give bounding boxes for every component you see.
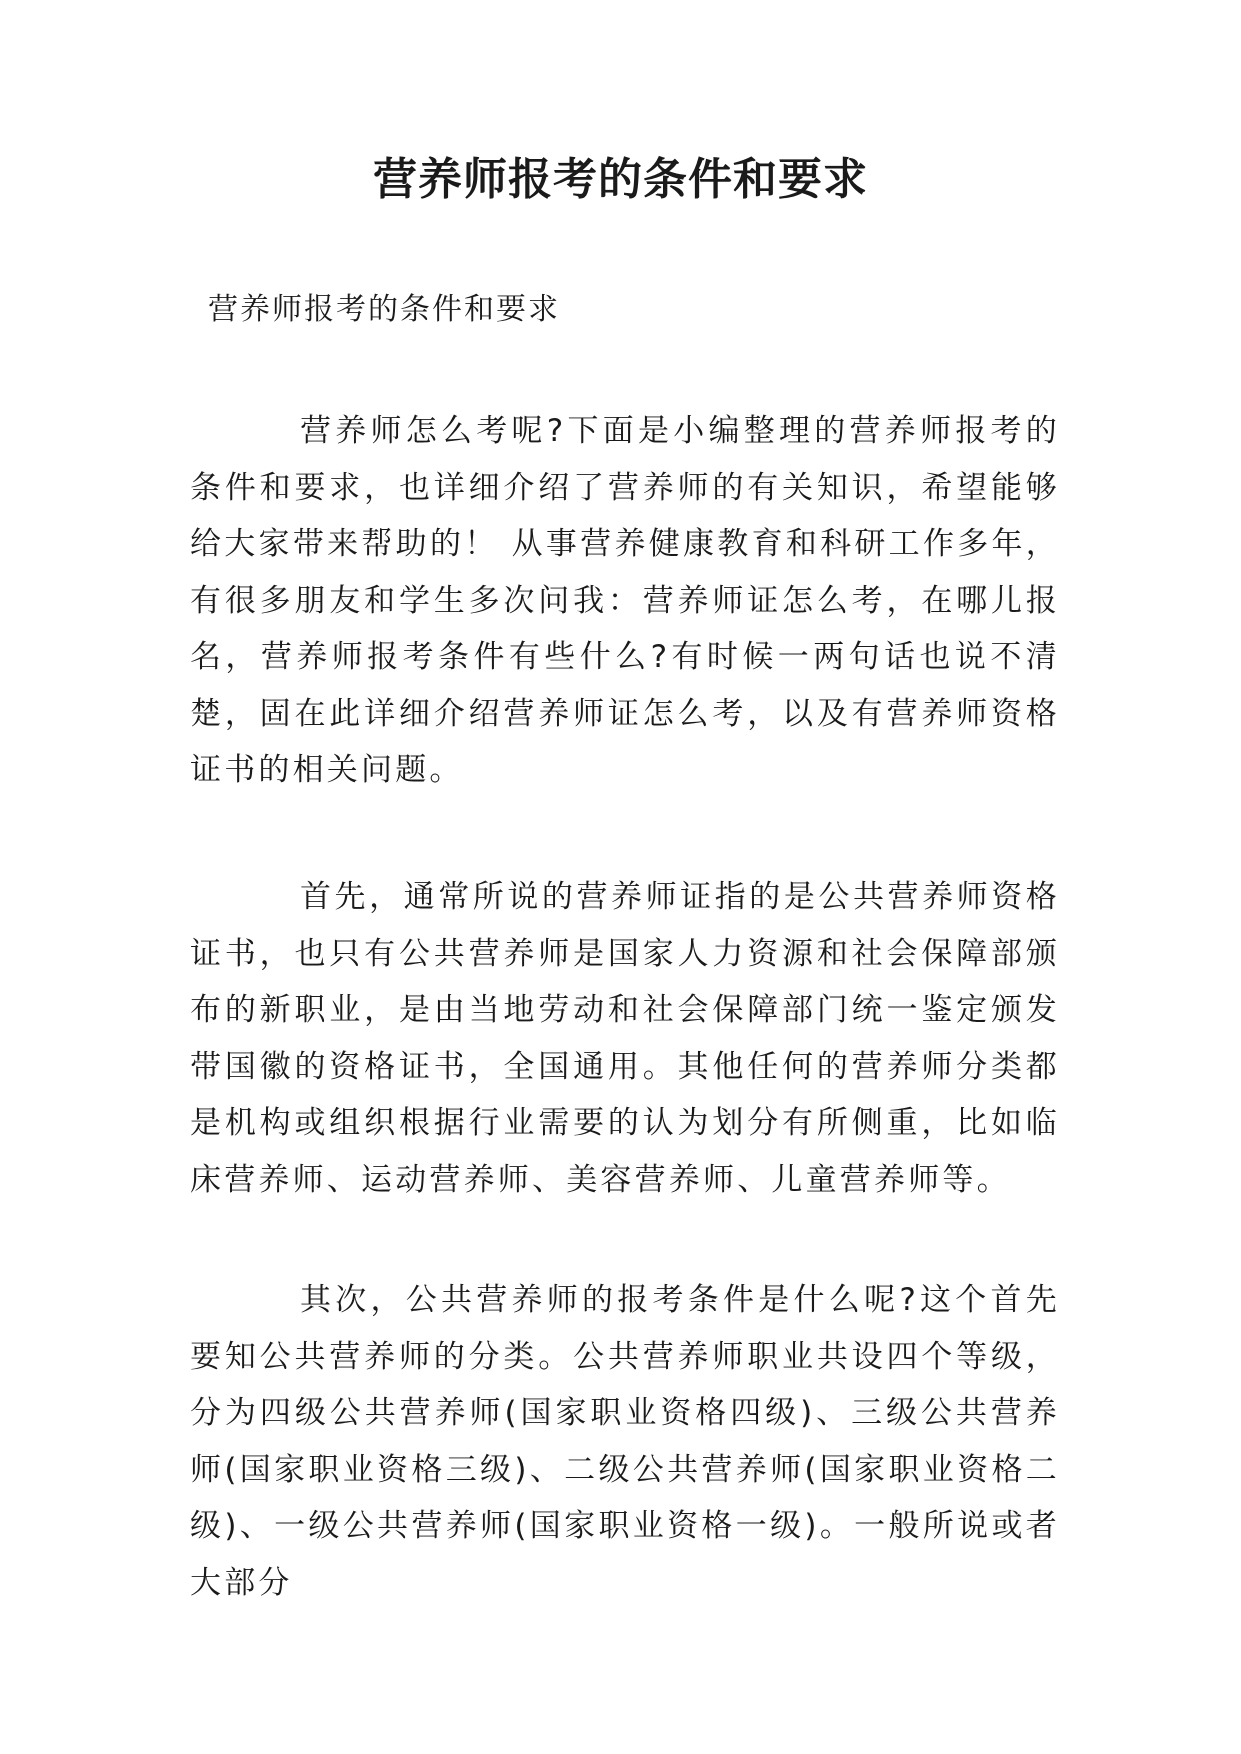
paragraph-intro: 营养师怎么考呢?下面是小编整理的营养师报考的条件和要求，也详细介绍了营养师的有关知识，希望能够给大家带来帮助的！ 从事营养健康教育和科研工作多年，有很多朋友和学生多次问我：营养师证怎么考，在哪儿报名，营养师报考条件有些什么?有时候一两句话也说不清楚，固在此详细介绍营养师证怎么考，以及有营养师资格证书的相关问题。 xyxy=(190,413,1060,788)
document-subtitle: 营养师报考的条件和要求 xyxy=(208,292,560,327)
paragraph-second: 其次，公共营养师的报考条件是什么呢?这个首先要知公共营养师的分类。公共营养师职业共设四个等级，分为四级公共营养师(国家职业资格四级)、三级公共营养师(国家职业资格三级)、二级公共营养师(国家职业资格二级)、一级公共营养师(国家职业资格一级)。一般所说或者大部分 xyxy=(190,1282,1060,1601)
document-title: 营养师报考的条件和要求 xyxy=(373,154,868,205)
paragraph-first: 首先，通常所说的营养师证指的是公共营养师资格证书，也只有公共营养师是国家人力资源和社会保障部颁布的新职业，是由当地劳动和社会保障部门统一鉴定颁发带国徽的资格证书，全国通用。其他任何的营养师分类都是机构或组织根据行业需要的认为划分有所侧重，比如临床营养师、运动营养师、美容营养师、儿童营养师等。 xyxy=(190,879,1060,1198)
